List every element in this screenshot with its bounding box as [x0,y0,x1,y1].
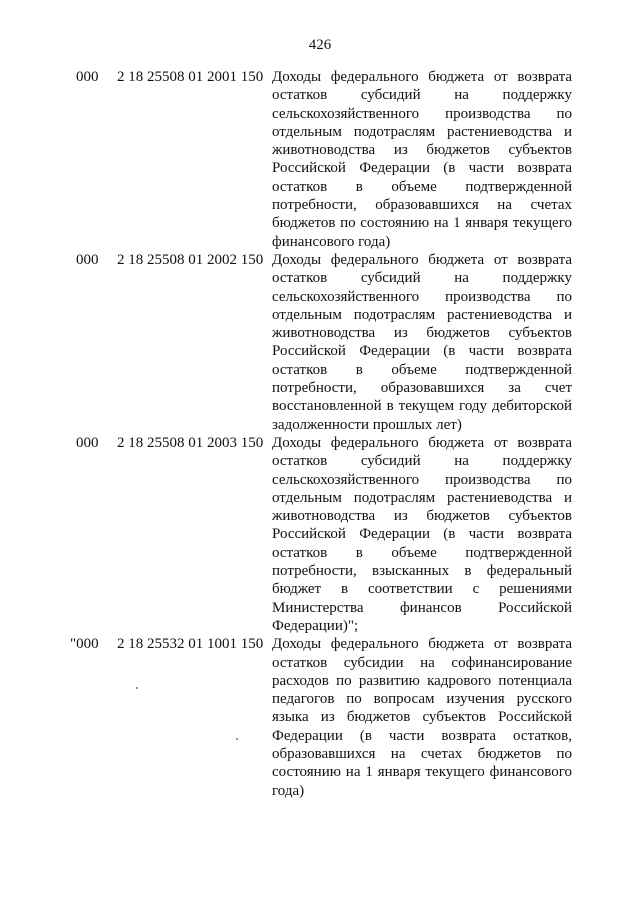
admin-code: 000 [76,251,99,268]
table-row [0,68,640,251]
page-number: 426 [308,37,332,53]
admin-code: "000 [70,636,99,653]
table-row [0,434,640,635]
income-description: Доходы федерального бюджета от возврата остатков субсидий на поддержку сельскохозяйственного производства по отдельным подотраслям растениеводства и животноводства из бюджетов субъектов Российской Федерации (в части возврата остатков в объеме подтвержденной потребности, взысканных в федеральный бюджет в соответствии с решениями Министерства финансов Российской Федерации)"; [272,434,572,634]
scan-speck [136,687,138,689]
classification-code: 2 18 25508 01 2002 150 [117,251,264,268]
admin-code: 000 [76,69,99,85]
classification-code: 2 18 25508 01 2001 150 [117,69,264,85]
income-description: Доходы федерального бюджета от возврата остатков субсидий на поддержку сельскохозяйственного производства по отдельным подотраслям растениеводства и животноводства из бюджетов субъектов Российской Федерации (в части возврата остатков в объеме подтвержденной потребности, образовавшихся на счетах бюджетов по состоянию на 1 января текущего финансового года) [272,69,572,250]
table-row [0,635,640,800]
classification-code: 2 18 25508 01 2003 150 [117,434,264,451]
admin-code: 000 [76,434,99,451]
budget-code-table [0,68,640,800]
income-description: Доходы федерального бюджета от возврата остатков субсидий на поддержку сельскохозяйственного производства по отдельным подотраслям растениеводства и животноводства из бюджетов субъектов Российской Федерации (в части возврата остатков в объеме подтвержденной потребности, образовавшихся за счет восстановленной в текущем году дебиторской задолженности прошлых лет) [272,251,572,433]
income-description: Доходы федерального бюджета от возврата остатков субсидии на софинансирование расходов по развитию кадрового потенциала педагогов по вопросам изучения русского языка из бюджетов субъектов Российской Федерации (в части возврата остатков, образовавшихся на счетах бюджетов по состоянию на 1 января текущего финансового года) [272,636,572,799]
scan-speck [236,738,238,740]
table-row [0,251,640,434]
classification-code: 2 18 25532 01 1001 150 [117,636,264,653]
